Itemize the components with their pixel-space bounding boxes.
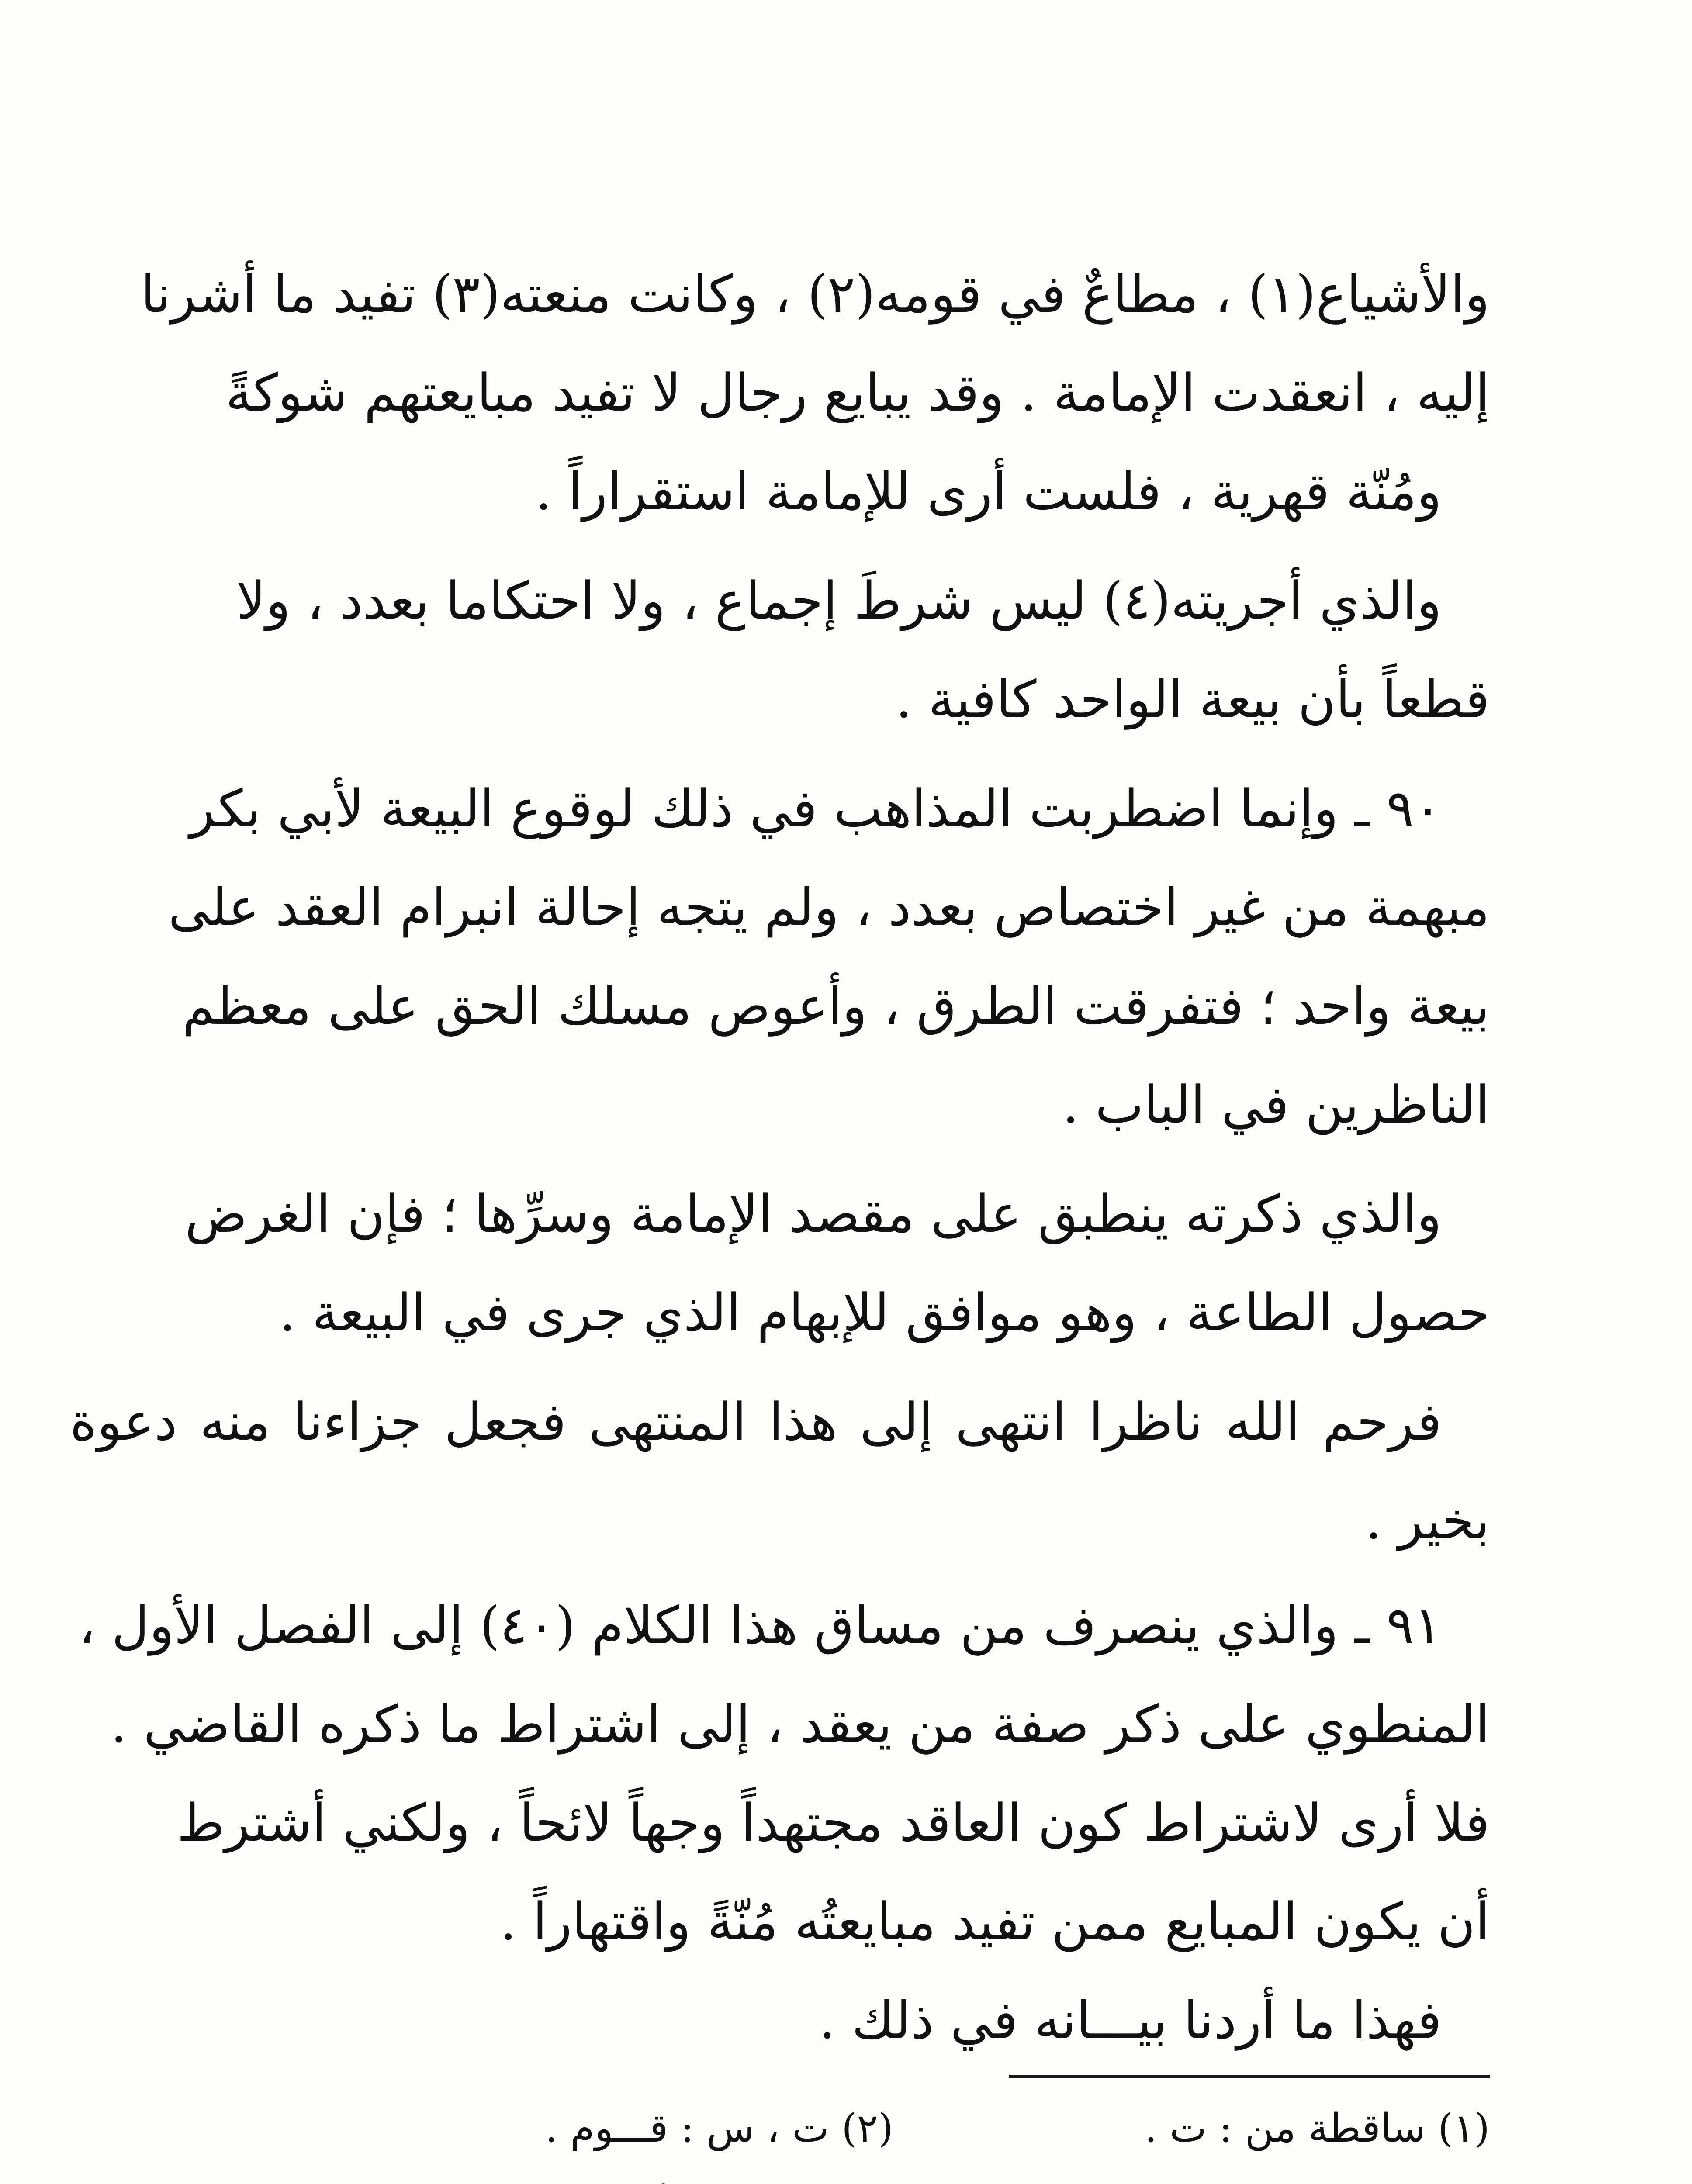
footnote-1: (١) ساقطة من : ت . xyxy=(1145,2105,1490,2151)
paragraph-1 xyxy=(70,245,1490,541)
text-line: ٩١ ـ والذي ينصرف من مساق هذا الكلام (٤٠) إلى الفصل الأول ، xyxy=(79,1595,1442,1655)
text-line: إليه ، انعقدت الإمامة . وقد يبايع رجال لا تفيد مبايعتهم شوكةً xyxy=(225,363,1490,423)
paragraph-7 xyxy=(70,1971,1490,2070)
footnote-2: (٢) ت ، س : قـــوم . xyxy=(545,2105,893,2151)
text-line: أن يكون المبايع ممن تفيد مبايعتُه مُنّةً واقتهاراً . xyxy=(500,1891,1490,1952)
text-line: ومُنّة قهرية ، فلست أرى للإمامة استقراراً . xyxy=(535,461,1442,522)
paragraph-4 xyxy=(70,1165,1490,1362)
footnote-3 xyxy=(893,2169,1490,2184)
footnote-row xyxy=(297,2088,1490,2169)
footnote-separator xyxy=(1009,2075,1490,2078)
text-line: مبهمة من غير اختصاص بعدد ، ولم يتجه إحالة انبرام العقد على xyxy=(168,877,1490,937)
text-line: والذي ذكرته ينطبق على مقصد الإمامة وسرِّها ؛ فإن الغرض xyxy=(185,1184,1442,1244)
paragraph-5 xyxy=(70,1372,1490,1570)
body-text xyxy=(70,245,1490,2070)
paragraph-2 xyxy=(70,551,1490,749)
text-line: فهذا ما أردنا بيـــانه في ذلك . xyxy=(819,1990,1442,2050)
paragraph-91 xyxy=(70,1576,1490,1971)
text-line: قطعاً بأن بيعة الواحد كافية . xyxy=(896,669,1490,729)
text-line: بيعة واحد ؛ فتفرقت الطرق ، وأعوص مسلك الحق على معظم xyxy=(182,976,1490,1036)
text-line: حصول الطاعة ، وهو موافق للإبهام الذي جرى في البيعة . xyxy=(279,1282,1490,1343)
text-line: المنطوي على ذكر صفة من يعقد ، إلى اشتراط ما ذكره القاضي . xyxy=(111,1694,1490,1754)
text-line: فرحم الله ناظرا انتهى إلى هذا المنتهى فجعل جزاءنا منه دعوة بخير . xyxy=(70,1392,1490,1551)
text-line: والأشياع(١) ، مطاعٌ في قومه(٢) ، وكانت منعته(٣) تفيد ما أشرنا xyxy=(141,264,1490,324)
footnotes xyxy=(297,2088,1490,2184)
paragraph-90 xyxy=(70,759,1490,1154)
text-line: فلا أرى لاشتراط كون العاقد مجتهداً وجهاً لائحاً ، ولكني أشترط xyxy=(177,1793,1490,1853)
text-line: ٩٠ ـ وإنما اضطربت المذاهب في ذلك لوقوع البيعة لأبي بكر xyxy=(190,778,1442,839)
footnote-4 xyxy=(297,2169,893,2184)
footnote-row xyxy=(297,2169,1490,2184)
text-line: الناظرين في الباب . xyxy=(1062,1075,1490,1135)
text-line: والذي أجريته(٤) ليس شرطَ إجماع ، ولا احتكاما بعدد ، ولا xyxy=(236,570,1442,631)
